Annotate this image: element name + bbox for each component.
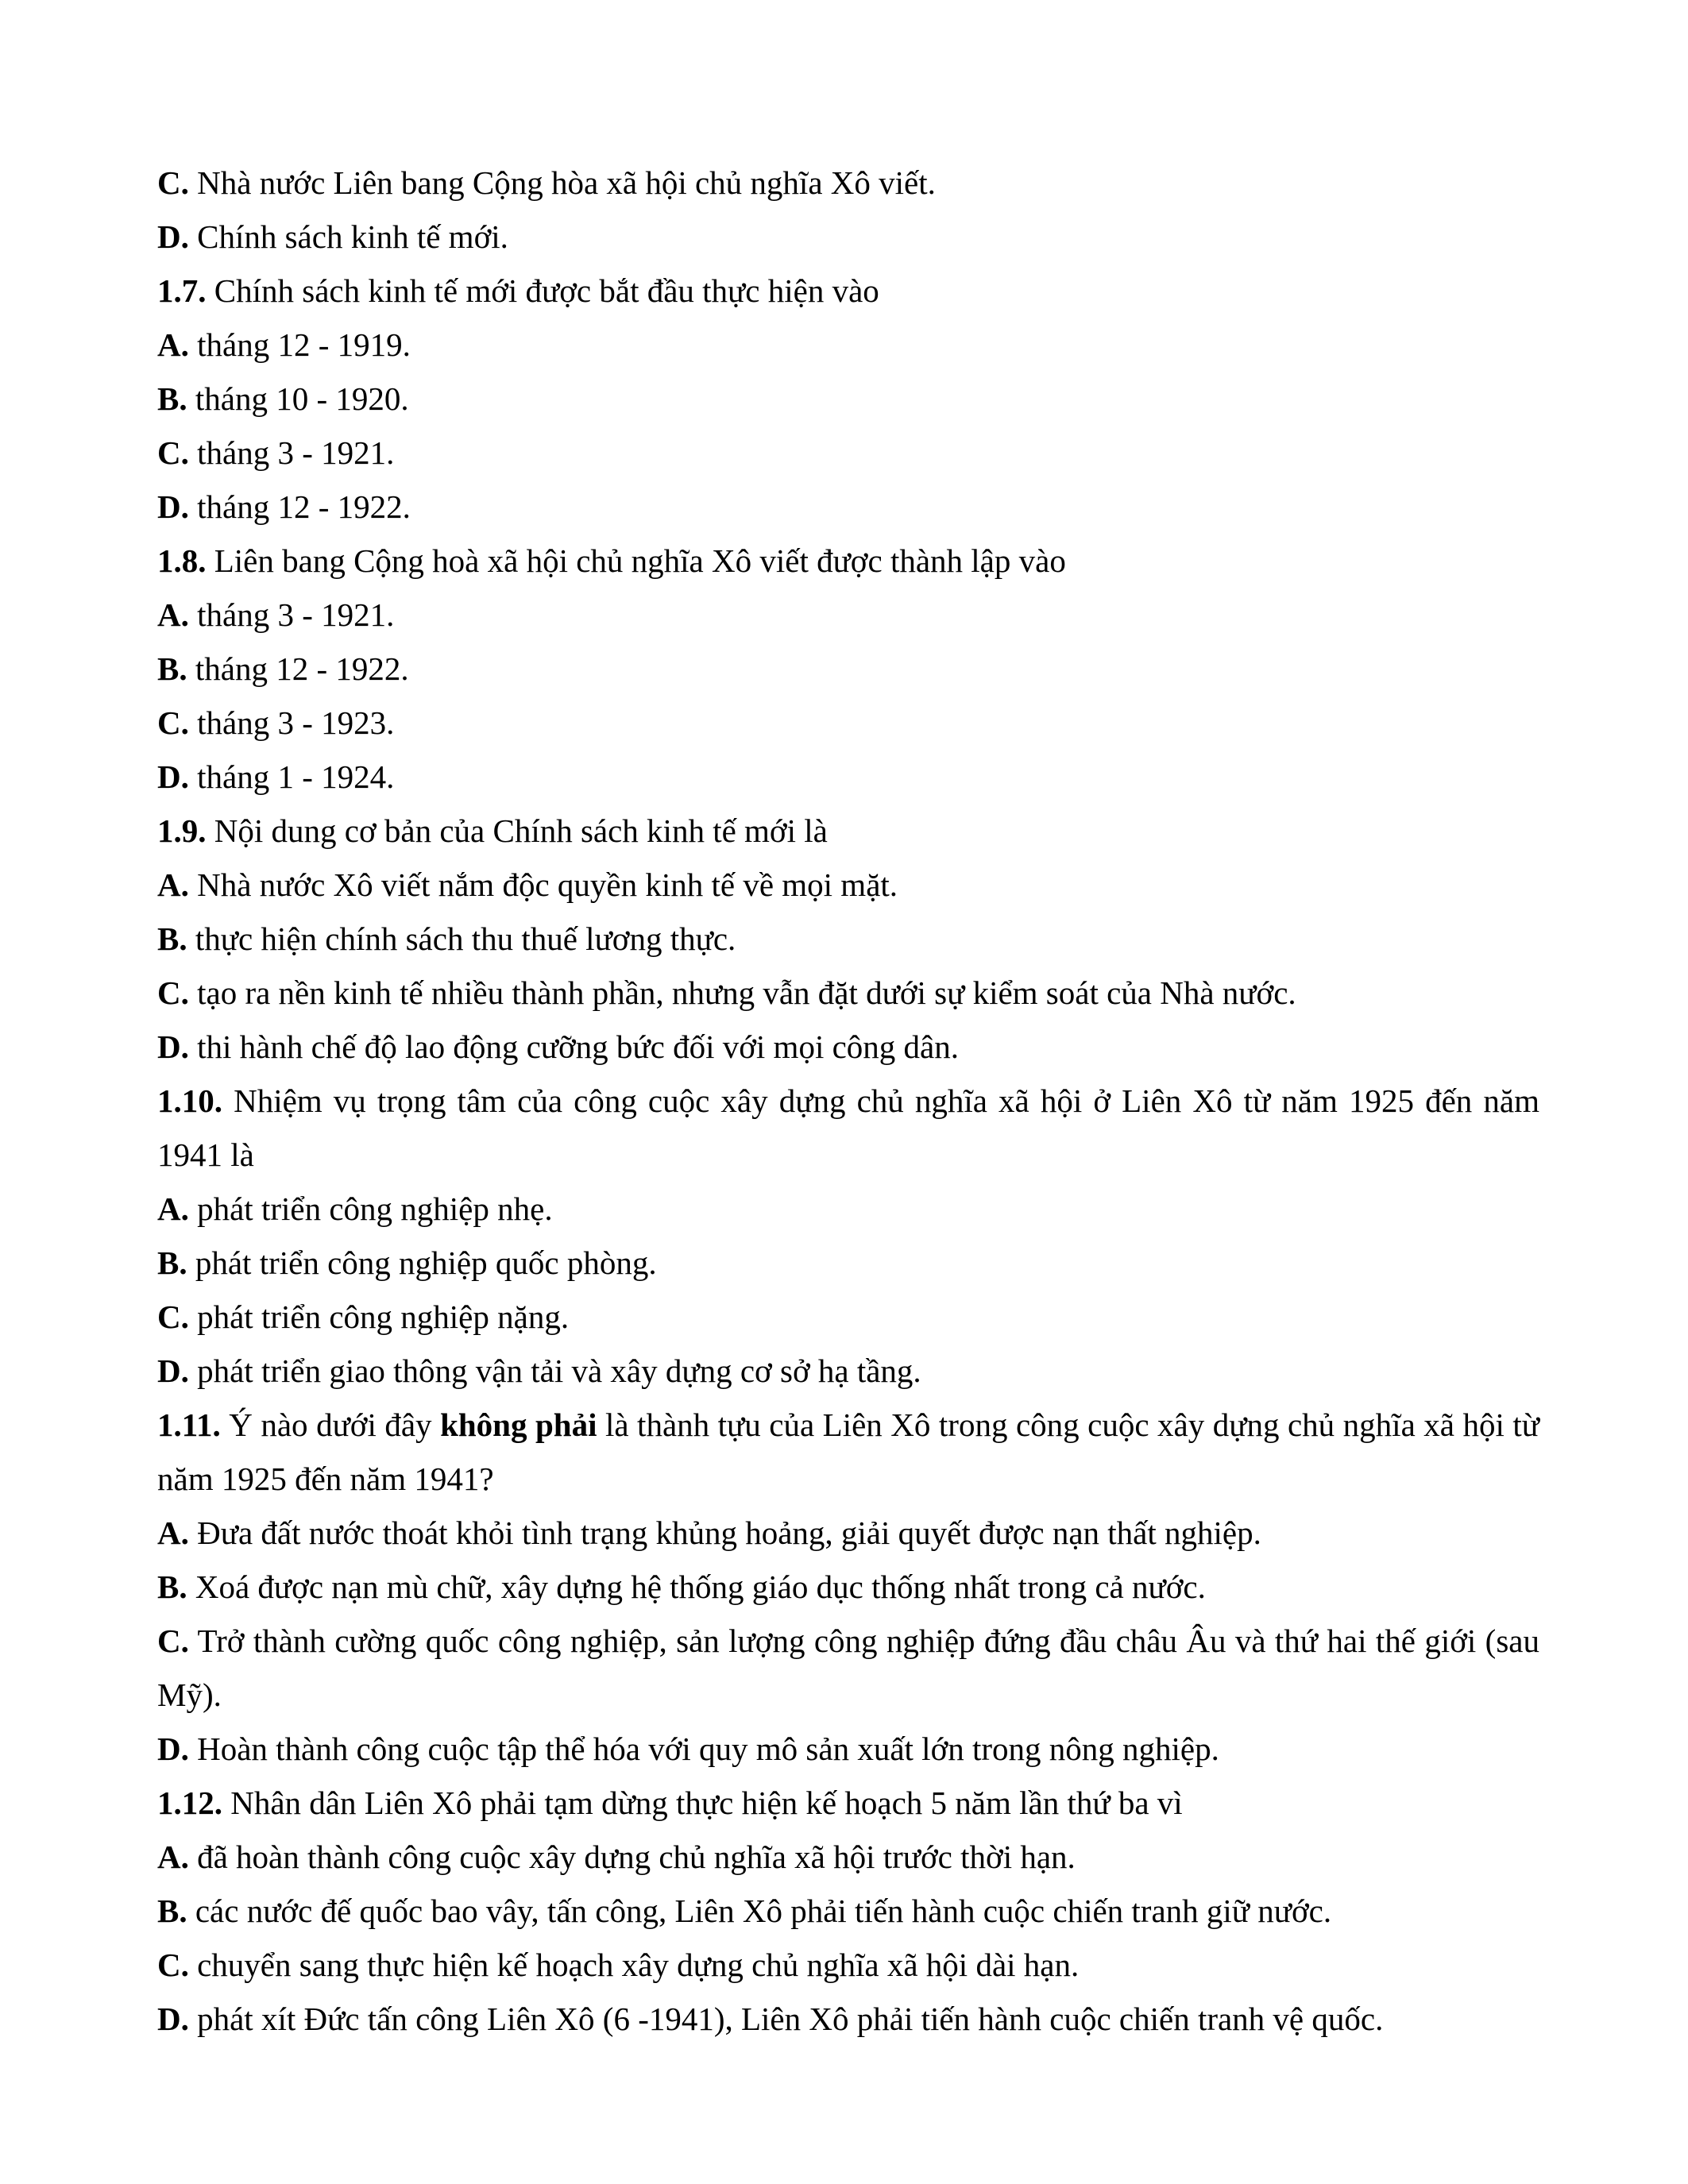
document-page — [157, 156, 1539, 2046]
question-text: Chính sách kinh tế mới được bắt đầu thực hiện vào — [206, 272, 879, 309]
option-label: A. — [157, 596, 189, 633]
option-text: tạo ra nền kinh tế nhiều thành phần, nhưng vẫn đặt dưới sự kiểm soát của Nhà nước. — [188, 974, 1296, 1011]
option-text: tháng 12 - 1922. — [187, 650, 409, 687]
emphasis-text: không phải — [440, 1406, 597, 1443]
option-label: B. — [157, 1569, 187, 1605]
answer-option-a — [157, 858, 1539, 912]
answer-option-c — [157, 1614, 1539, 1722]
answer-option-a — [157, 1182, 1539, 1236]
question-number: 1.12. — [157, 1785, 222, 1821]
question-number: 1.9. — [157, 812, 207, 849]
answer-option-a — [157, 588, 1539, 642]
option-text: Chính sách kinh tế mới. — [188, 218, 508, 255]
answer-option-b — [157, 1560, 1539, 1614]
option-label: A. — [157, 1515, 189, 1551]
answer-option-a — [157, 1506, 1539, 1560]
option-label: C. — [157, 974, 189, 1011]
option-text: Trở thành cường quốc công nghiệp, sản lượng công nghiệp đứng đầu châu Âu và thứ hai thế giới (sau Mỹ). — [157, 1623, 1539, 1713]
option-text: tháng 3 - 1921. — [188, 434, 395, 471]
question-1-9 — [157, 804, 1539, 858]
option-text: Nhà nước Xô viết nắm độc quyền kinh tế về mọi mặt. — [188, 866, 898, 903]
option-label: D. — [157, 1028, 189, 1065]
option-label: B. — [157, 1893, 187, 1929]
question-text: Nhiệm vụ trọng tâm của công cuộc xây dựng chủ nghĩa xã hội ở Liên Xô từ năm 1925 đến năm 1941 là — [157, 1082, 1539, 1173]
option-text: tháng 12 - 1919. — [188, 326, 411, 363]
option-text: tháng 12 - 1922. — [188, 488, 411, 525]
option-label: B. — [157, 380, 187, 417]
answer-option-b — [157, 1884, 1539, 1938]
answer-option-d — [157, 1722, 1539, 1776]
option-label: B. — [157, 650, 187, 687]
question-text: là thành tựu của Liên Xô trong công cuộc xây dựng chủ nghĩa xã hội từ năm 1925 đến năm 1941? — [157, 1406, 1539, 1497]
option-label: C. — [157, 1947, 189, 1983]
question-number: 1.7. — [157, 272, 207, 309]
option-label: D. — [157, 2001, 189, 2037]
option-label: C. — [157, 164, 189, 201]
option-text: các nước đế quốc bao vây, tấn công, Liên Xô phải tiến hành cuộc chiến tranh giữ nước. — [187, 1893, 1332, 1929]
option-text: Hoàn thành công cuộc tập thể hóa với quy mô sản xuất lớn trong nông nghiệp. — [188, 1731, 1219, 1767]
option-label: A. — [157, 1839, 189, 1875]
option-text: phát xít Đức tấn công Liên Xô (6 -1941), Liên Xô phải tiến hành cuộc chiến tranh vệ quốc. — [188, 2001, 1384, 2037]
option-label: D. — [157, 1731, 189, 1767]
question-text: Ý nào dưới đây — [220, 1406, 441, 1443]
option-text: chuyển sang thực hiện kế hoạch xây dựng chủ nghĩa xã hội dài hạn. — [188, 1947, 1080, 1983]
question-text: Liên bang Cộng hoà xã hội chủ nghĩa Xô viết được thành lập vào — [206, 542, 1066, 579]
option-text: đã hoàn thành công cuộc xây dựng chủ nghĩa xã hội trước thời hạn. — [188, 1839, 1076, 1875]
option-label: D. — [157, 488, 189, 525]
answer-option-a — [157, 318, 1539, 372]
answer-option-d — [157, 1992, 1539, 2046]
option-label: D. — [157, 1352, 189, 1389]
answer-option-a — [157, 1830, 1539, 1884]
question-1-8 — [157, 534, 1539, 588]
option-label: A. — [157, 1190, 189, 1227]
question-1-12 — [157, 1776, 1539, 1830]
question-1-10 — [157, 1074, 1539, 1182]
answer-option-c — [157, 1938, 1539, 1992]
option-label: C. — [157, 704, 189, 741]
option-label: D. — [157, 218, 189, 255]
option-label: C. — [157, 1623, 189, 1659]
answer-option-c — [157, 1290, 1539, 1344]
option-label: A. — [157, 326, 189, 363]
answer-option-d — [157, 480, 1539, 534]
question-text: Nội dung cơ bản của Chính sách kinh tế mới là — [206, 812, 828, 849]
answer-option-c — [157, 696, 1539, 750]
option-text: thực hiện chính sách thu thuế lương thực. — [187, 920, 736, 957]
option-text: Nhà nước Liên bang Cộng hòa xã hội chủ nghĩa Xô viết. — [188, 164, 936, 201]
option-text: phát triển công nghiệp quốc phòng. — [187, 1244, 657, 1281]
answer-option-b — [157, 912, 1539, 966]
answer-option-d — [157, 210, 1539, 264]
option-text: phát triển công nghiệp nặng. — [188, 1298, 570, 1335]
answer-option-c — [157, 966, 1539, 1020]
answer-option-d — [157, 750, 1539, 804]
option-label: B. — [157, 920, 187, 957]
option-text: tháng 3 - 1923. — [188, 704, 395, 741]
option-label: C. — [157, 434, 189, 471]
option-label: C. — [157, 1298, 189, 1335]
question-number: 1.10. — [157, 1082, 222, 1119]
answer-option-c — [157, 156, 1539, 210]
option-text: tháng 1 - 1924. — [188, 758, 395, 795]
option-text: thi hành chế độ lao động cưỡng bức đối với mọi công dân. — [188, 1028, 959, 1065]
option-text: tháng 10 - 1920. — [187, 380, 409, 417]
option-text: tháng 3 - 1921. — [188, 596, 395, 633]
option-text: Đưa đất nước thoát khỏi tình trạng khủng hoảng, giải quyết được nạn thất nghiệp. — [188, 1515, 1261, 1551]
option-text: phát triển công nghiệp nhẹ. — [188, 1190, 553, 1227]
option-label: D. — [157, 758, 189, 795]
question-text: Nhân dân Liên Xô phải tạm dừng thực hiện kế hoạch 5 năm lần thứ ba vì — [222, 1785, 1183, 1821]
answer-option-d — [157, 1344, 1539, 1398]
option-label: A. — [157, 866, 189, 903]
answer-option-d — [157, 1020, 1539, 1074]
answer-option-b — [157, 1236, 1539, 1290]
question-1-11 — [157, 1398, 1539, 1506]
answer-option-c — [157, 426, 1539, 480]
option-text: phát triển giao thông vận tải và xây dựng cơ sở hạ tầng. — [188, 1352, 921, 1389]
answer-option-b — [157, 372, 1539, 426]
option-label: B. — [157, 1244, 187, 1281]
question-1-7 — [157, 264, 1539, 318]
question-number: 1.11. — [157, 1406, 221, 1443]
option-text: Xoá được nạn mù chữ, xây dựng hệ thống giáo dục thống nhất trong cả nước. — [187, 1569, 1206, 1605]
question-number: 1.8. — [157, 542, 207, 579]
answer-option-b — [157, 642, 1539, 696]
